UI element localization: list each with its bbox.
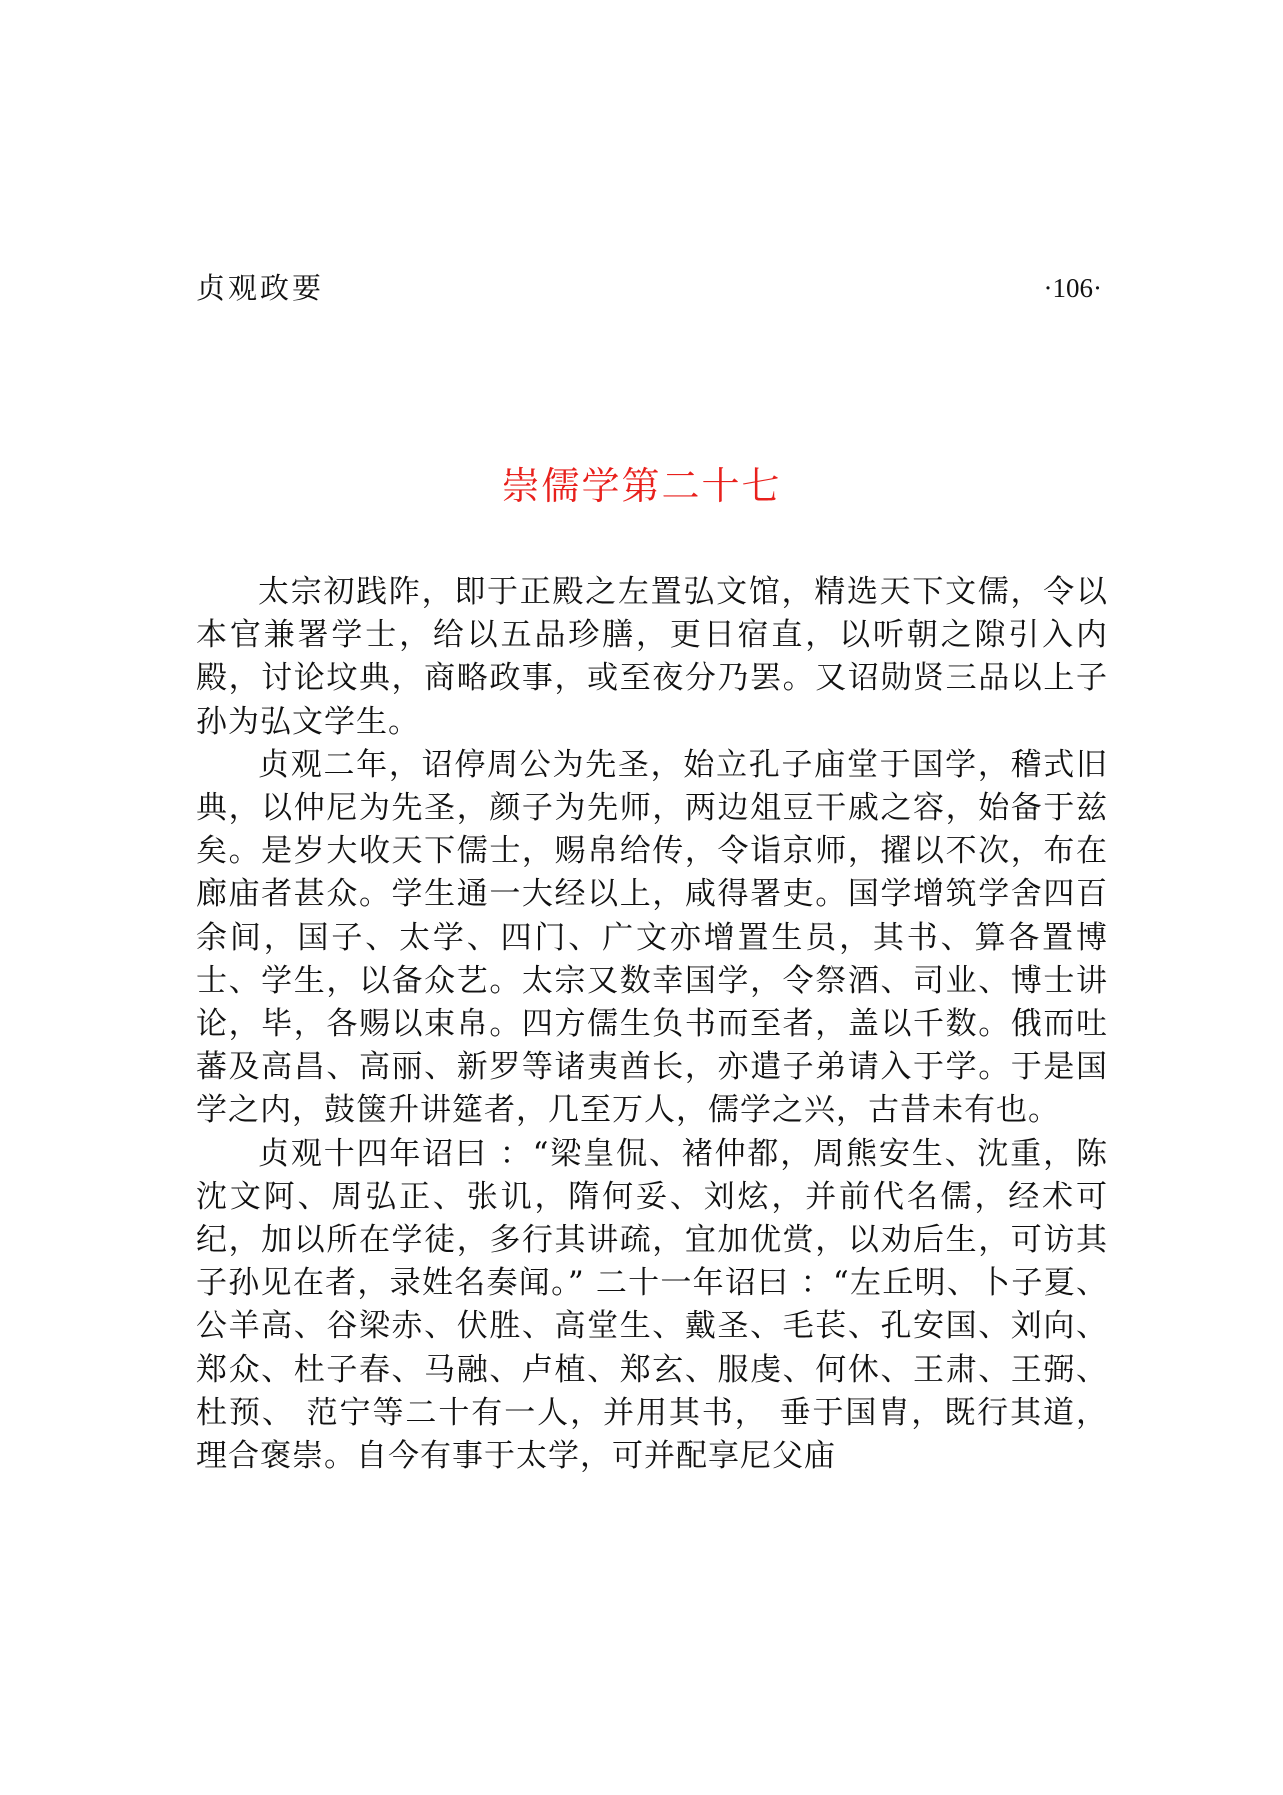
chapter-title: 崇儒学第二十七: [501, 464, 782, 508]
paragraph: 贞观十四年诏曰 ：“梁皇侃、褚仲都，周熊安生、沈重，陈沈文阿、周弘正、张讥，隋何妥、刘炫，并前代名儒，经术可纪，加以所在学徒，多行其讲疏，宜加优赏，以劝后生，可访其子孙见在者，录姓名奏闻。” 二十一年诏曰 ：“左丘明、卜子夏、公羊高、谷梁赤、伏胜、高堂生、戴圣、毛苌、孔安国、刘向、郑众、杜子春、马融、卢植、郑玄、服虔、何休、王肃、王弼、杜预、 范宁等二十有一人，并用其书， 垂于国胄，既行其道，理合褒崇。自今有事于太学，可并配享尼父庙: [196, 1135, 1108, 1475]
paragraph: 贞观二年，诏停周公为先圣，始立孔子庙堂于国学，稽式旧典，以仲尼为先圣，颜子为先师，两边俎豆干戚之容，始备于兹矣。是岁大收天下儒士，赐帛给传，令诣京师，擢以不次，布在廊庙者甚众。学生通一大经以上，咸得署吏。国学增筑学舍四百余间，国子、太学、四门、广文亦增置生员，其书、算各置博士、学生，以备众艺。太宗又数幸国学，令祭酒、司业、博士讲论，毕，各赐以束帛。四方儒生负书而至者，盖以千数。俄而吐蕃及高昌、高丽、新罗等诸夷酋长，亦遣子弟请入于学。于是国学之内，鼓箧升讲筵者，几至万人，儒学之兴，古昔未有也。: [196, 746, 1108, 1129]
book-title: 贞观政要: [196, 271, 325, 305]
page-header: [196, 268, 1102, 308]
body-text: [196, 571, 1108, 1478]
paragraph: 太宗初践阼，即于正殿之左置弘文馆，精选天下文儒，令以本官兼署学士，给以五品珍膳，更日宿直，以听朝之隙引入内殿，讨论坟典，商略政事，或至夜分乃罢。又诏勋贤三品以上子孙为弘文学生。: [196, 574, 1108, 740]
page-number: ·106·: [1043, 273, 1102, 303]
